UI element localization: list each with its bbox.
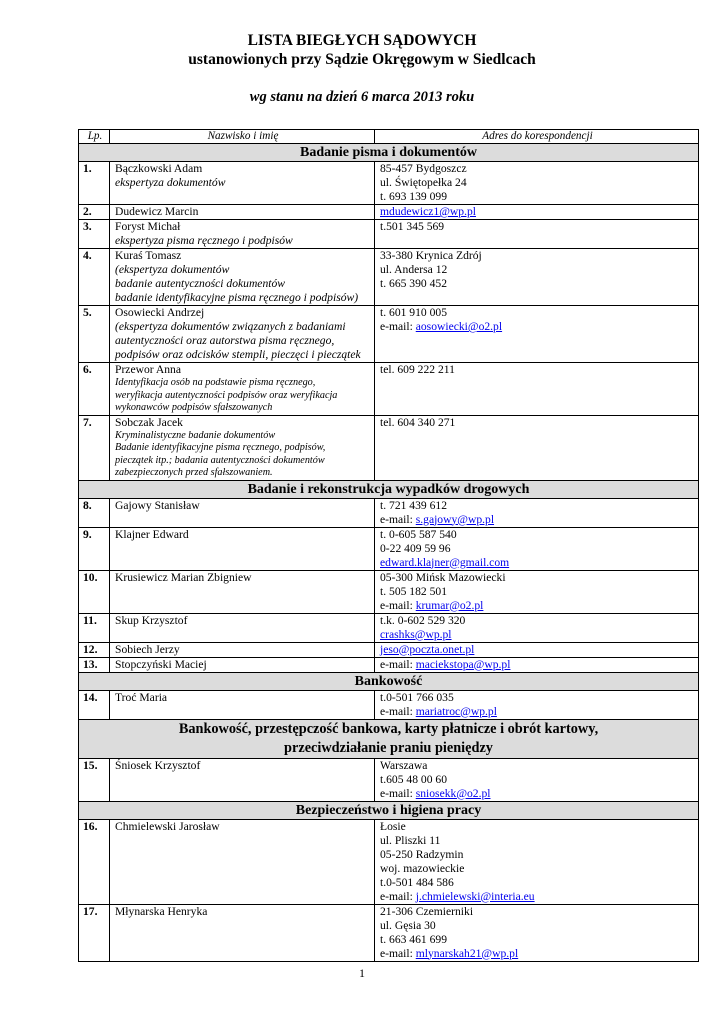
email-link[interactable]: s.gajowy@wp.pl [415, 512, 495, 526]
expert-specialization: Kryminalistyczne badanie dokumentów [115, 429, 276, 441]
table-row [79, 306, 699, 363]
expert-specialization: podpisów oraz odcisków stempli, pieczęci i pieczątek [115, 348, 361, 361]
expert-specialization: ekspertyza pisma ręcznego i podpisów [115, 234, 293, 247]
expert-number: 10. [79, 570, 110, 613]
expert-name: Foryst Michał [115, 220, 181, 233]
email-link[interactable]: mdudewicz1@wp.pl [380, 205, 476, 218]
section-title-line: przeciwdziałanie praniu pieniędzy [284, 739, 493, 756]
expert-name: Osowiecki Andrzej [115, 306, 205, 319]
email-link[interactable]: aosowiecki@o2.pl [415, 320, 503, 333]
expert-number: 8. [79, 498, 110, 527]
expert-name: Klajner Edward [115, 527, 189, 541]
expert-name: Troć Maria [115, 690, 168, 704]
expert-specialization: zabezpieczonych przed sfałszowaniem. [115, 467, 273, 478]
expert-number: 9. [79, 527, 110, 570]
section-header [79, 672, 699, 690]
table-header-row [79, 130, 699, 144]
expert-name: Sobiech Jerzy [115, 642, 180, 656]
address-line: 05-300 Mińsk Mazowiecki [380, 570, 506, 584]
section-title: Bankowość [354, 673, 423, 689]
address-line: t. 0-605 587 540 [380, 527, 457, 541]
expert-name: Krusiewicz Marian Zbigniew [115, 570, 252, 584]
document-title: LISTA BIEGŁYCH SĄDOWYCH [247, 32, 477, 49]
expert-name: Gajowy Stanisław [115, 498, 200, 512]
expert-number: 1. [79, 162, 110, 205]
email-link[interactable]: crashks@wp.pl [380, 627, 452, 641]
address-line: ul. Pliszki 11 [380, 833, 441, 847]
expert-name: Dudewicz Marcin [115, 205, 199, 218]
email-link[interactable]: j.chmielewski@interia.eu [415, 889, 535, 903]
email-link[interactable]: mlynarskah21@wp.pl [415, 946, 519, 960]
email-label: e-mail: [380, 704, 416, 718]
address-line: t. 601 910 005 [380, 306, 447, 319]
address-line: 05-250 Radzymin [380, 847, 464, 861]
expert-specialization: wykonawców podpisów sfałszowanych [115, 402, 273, 413]
expert-name: Przewor Anna [115, 363, 182, 376]
table-row [79, 904, 699, 961]
address-line: t. 505 182 501 [380, 584, 447, 598]
expert-name: Skup Krzysztof [115, 613, 188, 627]
header-address: Adres do korespondencji [375, 130, 699, 144]
header-name: Nazwisko i imię [110, 130, 375, 144]
expert-specialization: (ekspertyza dokumentów związanych z badaniami [115, 320, 346, 333]
expert-number: 3. [79, 220, 110, 249]
expert-name: Chmielewski Jarosław [115, 819, 220, 833]
email-label: e-mail: [380, 512, 416, 526]
address-line: ul. Świętopełka 24 [380, 176, 467, 189]
section-title-line: Bankowość, przestępczość bankowa, karty płatnicze i obrót kartowy, [178, 720, 599, 737]
header-lp: Lp. [79, 130, 110, 144]
table-row [79, 642, 699, 657]
address-line: t.k. 0-602 529 320 [380, 613, 466, 627]
table-row [79, 657, 699, 672]
table-row [79, 570, 699, 613]
expert-number: 11. [79, 613, 110, 642]
table-row [79, 819, 699, 904]
document-date: wg stanu na dzień 6 marca 2013 roku [249, 89, 475, 105]
expert-specialization: Identyfikacja osób na podstawie pisma ręcznego, [115, 377, 316, 388]
email-label: e-mail: [380, 657, 416, 671]
address-line: t. 663 461 699 [380, 932, 447, 946]
experts-table [78, 129, 699, 962]
address-line: t.605 48 00 60 [380, 772, 447, 786]
expert-name: Kuraś Tomasz [115, 249, 182, 262]
section-title: Badanie pisma i dokumentów [300, 145, 477, 160]
table-row [79, 613, 699, 642]
email-link[interactable]: krumar@o2.pl [415, 598, 484, 612]
email-link[interactable]: sniosekk@o2.pl [415, 786, 491, 800]
email-label: e-mail: [380, 598, 416, 612]
table-row [79, 758, 699, 801]
address-line: woj. mazowieckie [380, 861, 465, 875]
address-line: t.501 345 569 [380, 220, 445, 233]
email-label: e-mail: [380, 786, 416, 800]
address-line: tel. 609 222 211 [380, 363, 455, 376]
expert-name: Młynarska Henryka [115, 904, 208, 918]
email-link[interactable]: jeso@poczta.onet.pl [380, 642, 475, 656]
expert-specialization: badanie autentyczności dokumentów [115, 277, 286, 290]
page-number: 1 [359, 966, 365, 980]
expert-number: 13. [79, 657, 110, 672]
section-title: Badanie i rekonstrukcja wypadków drogowych [247, 481, 530, 497]
address-line: t.0-501 766 035 [380, 690, 454, 704]
expert-specialization: pieczątek itp.; badania autentyczności dokumentów [115, 454, 325, 466]
expert-name: Śniosek Krzysztof [115, 758, 201, 772]
address-line: 21-306 Czemierniki [380, 904, 474, 918]
address-line: Warszawa [380, 758, 428, 772]
table-row [79, 249, 699, 306]
expert-number: 16. [79, 819, 110, 904]
section-header [79, 480, 699, 498]
address-line: t. 721 439 612 [380, 498, 447, 512]
email-link[interactable]: edward.klajner@gmail.com [380, 555, 510, 569]
table-row [79, 527, 699, 570]
expert-specialization: (ekspertyza dokumentów [115, 263, 230, 276]
expert-specialization: ekspertyza dokumentów [115, 176, 226, 189]
expert-specialization: weryfikacja autentyczności podpisów oraz weryfikacja [115, 389, 338, 401]
expert-name: Sobczak Jacek [115, 415, 183, 429]
email-link[interactable]: mariatroc@wp.pl [415, 704, 497, 718]
section-title: Bezpieczeństwo i higiena pracy [295, 802, 482, 818]
expert-specialization: badanie identyfikacyjne pisma ręcznego i podpisów) [115, 291, 359, 304]
expert-specialization: autentyczności oraz autorstwa pisma ręcznego, [115, 334, 335, 347]
address-line: 85-457 Bydgoszcz [380, 162, 467, 175]
expert-number: 12. [79, 642, 110, 657]
address-line: t. 665 390 452 [380, 277, 447, 290]
expert-number: 2. [79, 205, 110, 220]
table-row [79, 205, 699, 220]
expert-number: 14. [79, 690, 110, 719]
email-label: e-mail: [380, 889, 416, 903]
section-header [79, 144, 699, 162]
address-line: tel. 604 340 271 [380, 415, 456, 429]
section-header [79, 801, 699, 819]
table-row [79, 690, 699, 719]
expert-number: 15. [79, 758, 110, 801]
address-line: Łosie [380, 819, 406, 833]
email-label: e-mail: [380, 320, 416, 333]
document-subtitle: ustanowionych przy Sądzie Okręgowym w Siedlcach [188, 51, 536, 68]
table-row [79, 220, 699, 249]
address-line: 33-380 Krynica Zdrój [380, 249, 482, 262]
address-line: t.0-501 484 586 [380, 875, 454, 889]
expert-name: Stopczyński Maciej [115, 657, 207, 671]
address-line: ul. Gęsia 30 [380, 918, 436, 932]
table-row [79, 162, 699, 205]
table-row [79, 363, 699, 416]
table-row [79, 415, 699, 480]
address-line: t. 693 139 099 [380, 190, 447, 203]
expert-number: 4. [79, 249, 110, 306]
expert-number: 7. [79, 415, 110, 480]
email-link[interactable]: maciekstopa@wp.pl [415, 657, 511, 671]
section-header [79, 719, 699, 758]
address-line: 0-22 409 59 96 [380, 541, 451, 555]
expert-number: 6. [79, 363, 110, 416]
email-label: e-mail: [380, 946, 416, 960]
expert-name: Bączkowski Adam [115, 162, 203, 175]
table-row [79, 498, 699, 527]
address-line: ul. Andersa 12 [380, 263, 448, 276]
expert-number: 17. [79, 904, 110, 961]
expert-number: 5. [79, 306, 110, 363]
expert-specialization: Badanie identyfikacyjne pisma ręcznego, podpisów, [115, 442, 326, 453]
